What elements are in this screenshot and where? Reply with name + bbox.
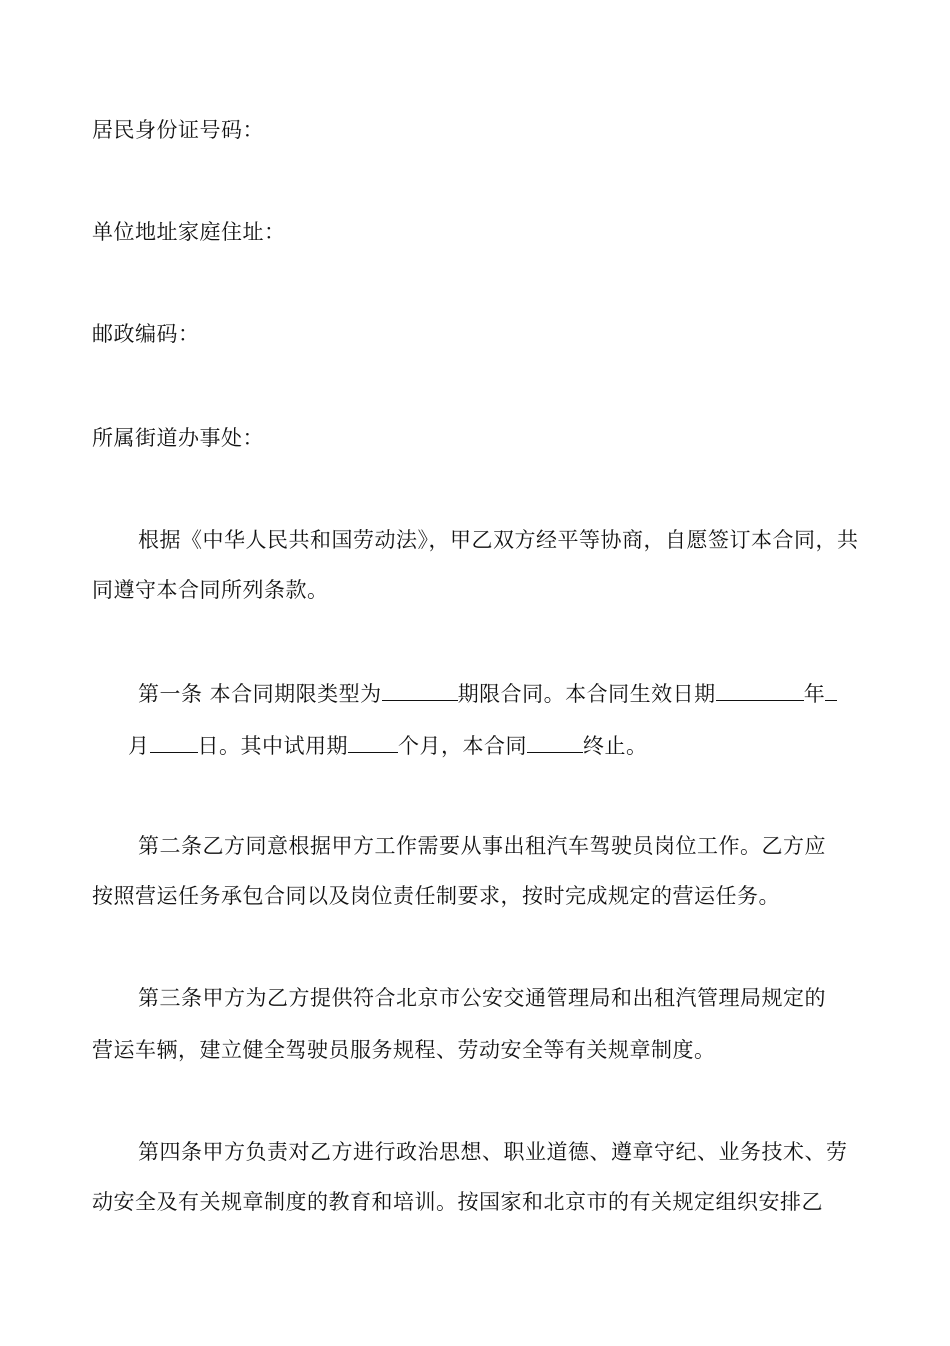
effective-year-blank[interactable] bbox=[716, 682, 804, 701]
effective-day-blank[interactable] bbox=[150, 734, 198, 753]
article-1-line-1 bbox=[138, 682, 837, 705]
article-1-text-e: 日。其中试用期 bbox=[197, 734, 348, 758]
article-1-text-d: 月 bbox=[128, 734, 150, 758]
address-label: 单位地址家庭住址： bbox=[92, 220, 286, 244]
article-1-text-g: 终止。 bbox=[583, 734, 648, 758]
article-1-text-a: 第一条 本合同期限类型为 bbox=[138, 682, 382, 706]
preamble-line-2: 同遵守本合同所列条款。 bbox=[92, 578, 329, 602]
termination-blank[interactable] bbox=[527, 734, 583, 753]
postal-code-label: 邮政编码： bbox=[92, 322, 200, 346]
subdistrict-label: 所属街道办事处： bbox=[92, 426, 264, 450]
probation-months-blank[interactable] bbox=[348, 734, 398, 753]
effective-month-blank[interactable] bbox=[825, 682, 837, 701]
article-1-text-f: 个月，本合同 bbox=[398, 734, 527, 758]
article-3-line-2: 营运车辆，建立健全驾驶员服务规程、劳动安全等有关规章制度。 bbox=[92, 1038, 716, 1062]
article-3-line-1: 第三条甲方为乙方提供符合北京市公安交通管理局和出租汽管理局规定的 bbox=[138, 986, 826, 1010]
preamble-line-1: 根据《中华人民共和国劳动法》，甲乙双方经平等协商，自愿签订本合同，共 bbox=[138, 528, 859, 552]
article-1-text-b: 期限合同。本合同生效日期 bbox=[457, 682, 716, 706]
article-1-text-c: 年 bbox=[803, 682, 826, 706]
article-4-line-1: 第四条甲方负责对乙方进行政治思想、职业道德、遵章守纪、业务技术、劳 bbox=[138, 1140, 848, 1164]
id-number-label: 居民身份证号码： bbox=[92, 118, 264, 142]
article-4-line-2: 动安全及有关规章制度的教育和培训。按国家和北京市的有关规定组织安排乙 bbox=[92, 1190, 823, 1214]
contract-type-blank[interactable] bbox=[382, 682, 458, 701]
article-1-line-2 bbox=[128, 734, 648, 757]
article-2-line-1: 第二条乙方同意根据甲方工作需要从事出租汽车驾驶员岗位工作。乙方应 bbox=[138, 834, 826, 858]
article-2-line-2: 按照营运任务承包合同以及岗位责任制要求，按时完成规定的营运任务。 bbox=[92, 884, 780, 908]
